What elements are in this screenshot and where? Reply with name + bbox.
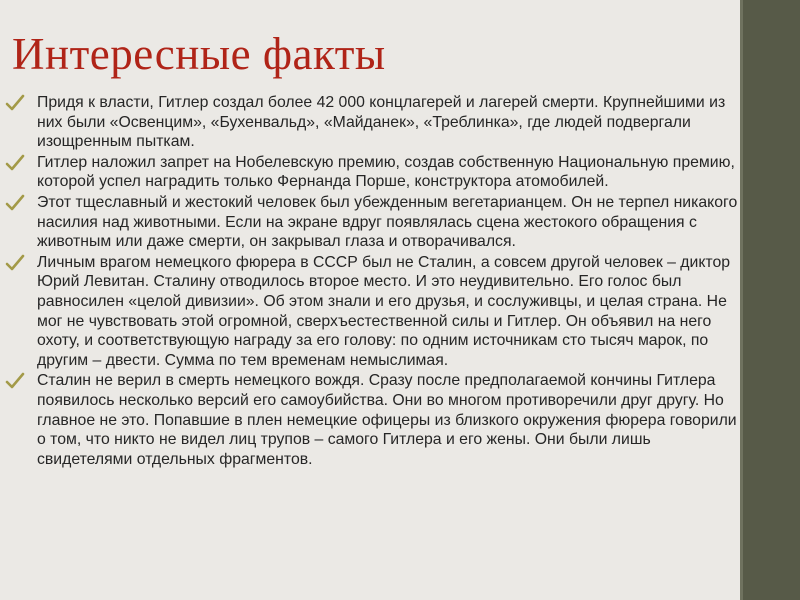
- fact-text: Личным врагом немецкого фюрера в СССР был не Сталин, а совсем другой человек – диктор Юрий Левитан. Сталину отводилось второе место. И это неудивительно. Его голос был равносилен «целой дивизии». Об этом знали и его друзья, и сослуживцы, и целая страна. Не мог не чувствовать этой огромной, сверхъестественной силы и Гитлер. Он объявил на него охоту, и соответствующую награду за его голову: по одним источникам сто тысяч марок, по другим – двести. Сумма по тем временам немыслимая.: [37, 253, 731, 369]
- fact-text: Придя к власти, Гитлер создал более 42 000 концлагерей и лагерей смерти. Крупнейшими из них были «Освенцим», «Бухенвальд», «Майданек», «Треблинка», где людей подвергали изощренным пыткам.: [37, 94, 726, 151]
- checkmark-icon: [4, 153, 26, 173]
- checkmark-icon: [4, 253, 26, 273]
- fact-item-5: [0, 371, 740, 469]
- fact-text: Этот тщеславный и жестокий человек был убежденным вегетарианцем. Он не терпел никакого насилия над животными. Если на экране вдруг появлялась сцена жестокого обращения с животным или даже смерти, он закрывал глаза и отворачивался.: [37, 193, 738, 251]
- right-sidebar-band: [740, 0, 800, 600]
- fact-item-4: [0, 253, 740, 371]
- sidebar-edge: [740, 0, 743, 600]
- facts-list: [0, 93, 740, 470]
- fact-text: Гитлер наложил запрет на Нобелевскую премию, создав собственную Национальную премию, которой успел наградить только Фернанда Порше, конструктора атомобилей.: [37, 153, 735, 191]
- fact-item-2: [0, 153, 740, 192]
- fact-text: Сталин не верил в смерть немецкого вождя. Сразу после предполагаемой кончины Гитлера появилось несколько версий его самоубийства. Они во многом противоречили друг другу. Но главное не это. Попавшие в плен немецкие офицеры из близкого окружения фюрера говорили о том, что никто не видел лиц трупов – самого Гитлера и его жены. Они были лишь свидетелями отдельных фрагментов.: [37, 372, 737, 468]
- slide-title: Интересные факты: [12, 29, 386, 79]
- checkmark-icon: [4, 371, 26, 391]
- checkmark-icon: [4, 93, 26, 113]
- fact-item-3: [0, 193, 740, 252]
- checkmark-icon: [4, 193, 26, 213]
- fact-item-1: [0, 93, 740, 152]
